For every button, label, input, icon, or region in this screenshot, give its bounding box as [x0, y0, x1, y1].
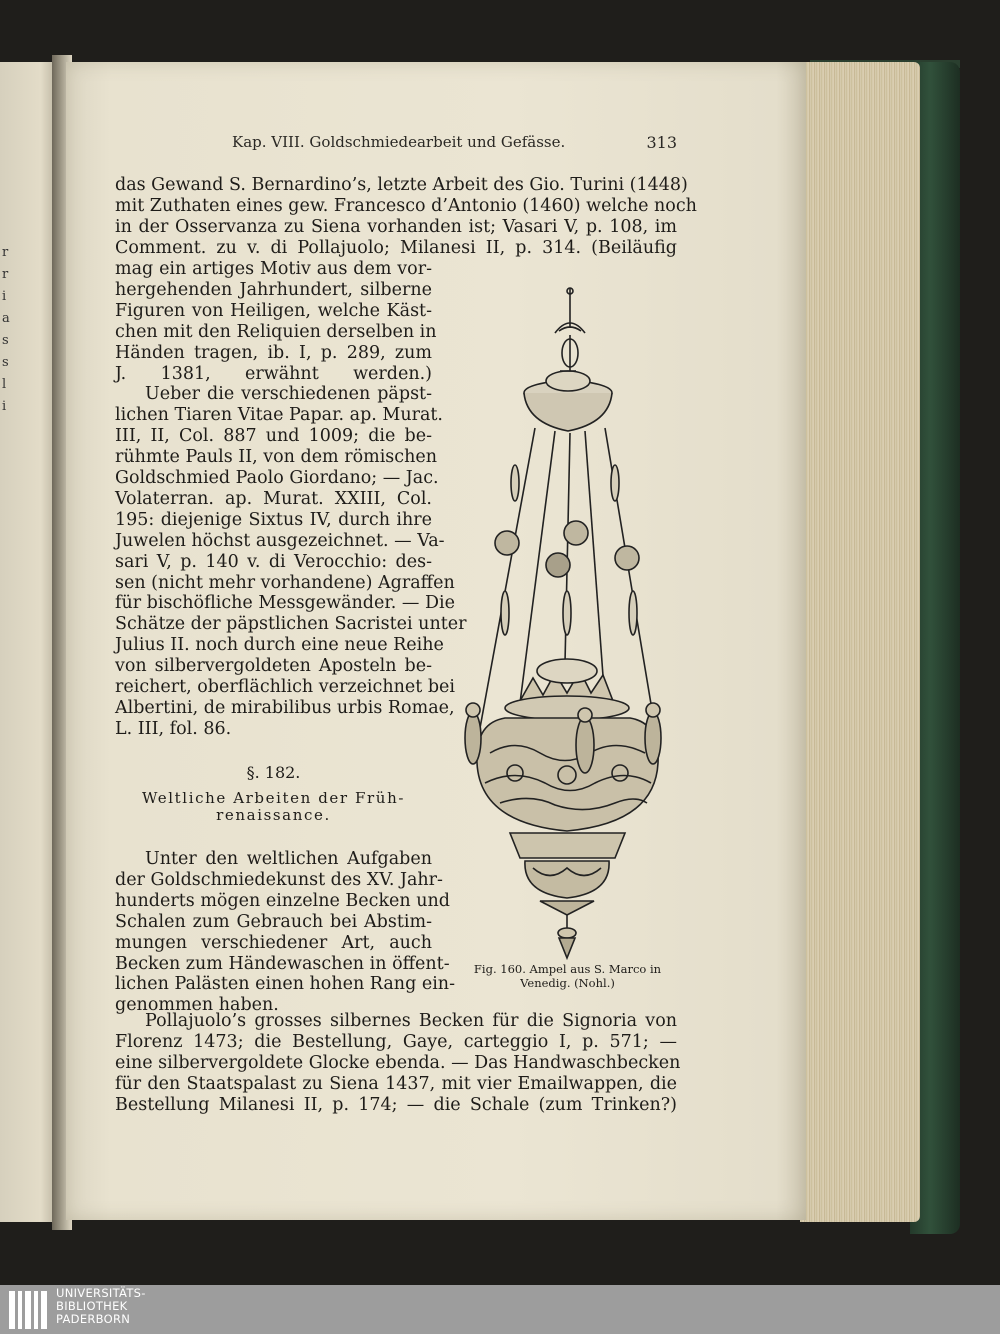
text-line: Juwelen höchst ausgezeichnet. — Va- — [115, 530, 445, 551]
text-line: Pollajuolo’s grosses silbernes Becken für die Signoria von — [145, 1011, 677, 1031]
text-line: für bischöfliche Messgewänder. — Die — [115, 593, 455, 614]
text-line: hunderts mögen einzelne Becken und — [115, 890, 450, 911]
text-line: Ueber die verschiedenen päpst- — [145, 384, 432, 405]
text-line: Volaterran. ap. Murat. XXIII, Col. — [115, 488, 432, 509]
text-line: Händen tragen, ib. I, p. 289, zum — [115, 342, 432, 363]
text-line: Unter den weltlichen Aufgaben — [145, 849, 432, 869]
text-line: 195: diejenige Sixtus IV, durch ihre — [115, 509, 432, 530]
text-line: Florenz 1473; die Bestellung, Gaye, carteggio I, p. 571; — — [115, 1031, 677, 1052]
left-page — [0, 62, 58, 1222]
section-number: §. 182. — [246, 763, 301, 782]
figure-caption — [455, 962, 680, 990]
text-line: eine silbervergoldete Glocke ebenda. — Das Handwaschbecken — [115, 1052, 681, 1073]
text-line: Becken zum Händewaschen in öffent- — [115, 953, 450, 974]
text-line: das Gewand S. Bernardino’s, letzte Arbeit des Gio. Turini (1448) — [115, 175, 688, 195]
text-line: L. III, fol. 86. — [115, 718, 232, 739]
text-line: von silbervergoldeten Aposteln be- — [115, 656, 432, 677]
text-line: hergehenden Jahrhundert, silberne — [115, 279, 432, 300]
text-line: Goldschmied Paolo Giordano; — Jac. — [115, 468, 439, 488]
text-line: in der Osservanza zu Siena vorhanden ist; Vasari V, p. 108, im — [115, 216, 677, 237]
text-line: mag ein artiges Motiv aus dem vor- — [115, 259, 432, 279]
text-line: für den Staatspalast zu Siena 1437, mit vier Emailwappen, die — [115, 1073, 677, 1094]
left-page-fragment: i — [2, 399, 7, 414]
text-line: lichen Tiaren Vitae Papar. ap. Murat. — [115, 405, 443, 426]
text-line: Comment. zu v. di Pollajuolo; Milanesi II, p. 314. (Beiläufig — [115, 237, 677, 258]
text-line: Bestellung Milanesi II, p. 174; — die Schale (zum Trinken?) — [115, 1094, 677, 1115]
text-line: sen (nicht mehr vorhandene) Agraffen — [115, 572, 455, 593]
text-line: J. 1381, erwähnt werden.) — [115, 363, 432, 384]
text-line: Albertini, de mirabilibus urbis Romae, — [115, 697, 455, 718]
running-title: Kap. VIII. Goldschmiedearbeit und Gefässe. — [232, 133, 566, 151]
text-line: rühmte Pauls II, von dem römischen — [115, 447, 437, 468]
text-line: sari V, p. 140 v. di Verocchio: des- — [115, 551, 432, 572]
text-line: Figuren von Heiligen, welche Käst- — [115, 300, 432, 321]
text-line: mungen verschiedener Art, auch — [115, 932, 432, 953]
library-name-line-1: UNIVERSITÄTS- — [56, 1286, 146, 1300]
library-name — [56, 1287, 146, 1326]
left-page-fragment: i — [2, 289, 7, 304]
text-line: Schalen zum Gebrauch bei Abstim- — [115, 911, 432, 932]
page-number: 313 — [646, 133, 677, 152]
text-line: III, II, Col. 887 und 1009; die be- — [115, 426, 432, 447]
library-logo-icon — [7, 1289, 49, 1331]
left-page-fragment: s — [2, 333, 9, 348]
text-line: genommen haben. — [115, 995, 279, 1016]
page-fore-edge — [800, 62, 920, 1222]
text-line: Julius II. noch durch eine neue Reihe — [115, 635, 444, 656]
left-page-fragment: a — [2, 311, 10, 326]
left-page-fragment: r — [2, 245, 9, 260]
text-line: reichert, oberflächlich verzeichnet bei — [115, 677, 455, 697]
left-page-text-fragments — [2, 242, 12, 418]
figure-caption-line-1: Fig. 160. Ampel aus S. Marco in — [473, 962, 662, 976]
section-title-line-1: Weltliche Arbeiten der Früh- — [142, 789, 405, 807]
text-line: der Goldschmiedekunst des XV. Jahr- — [115, 869, 443, 890]
footer-bar — [0, 1285, 1000, 1334]
running-header — [120, 133, 677, 155]
left-page-fragment: r — [2, 267, 9, 282]
figure-caption-line-2: Venedig. (Nohl.) — [520, 976, 615, 990]
text-line: chen mit den Reliquien derselben in — [115, 321, 437, 342]
left-page-fragment: l — [2, 377, 7, 392]
text-line: Schätze der päpstlichen Sacristei unter — [115, 614, 467, 635]
library-name-line-3: PADERBORN — [56, 1312, 131, 1326]
text-line: lichen Palästen einen hohen Rang ein- — [115, 974, 455, 995]
text-line: mit Zuthaten eines gew. Francesco d’Antonio (1460) welche noch — [115, 195, 697, 216]
hanging-lamp-illustration — [455, 283, 680, 963]
library-name-line-2: BIBLIOTHEK — [56, 1299, 128, 1313]
left-page-fragment: s — [2, 355, 9, 370]
section-title-line-2: renaissance. — [216, 806, 331, 824]
